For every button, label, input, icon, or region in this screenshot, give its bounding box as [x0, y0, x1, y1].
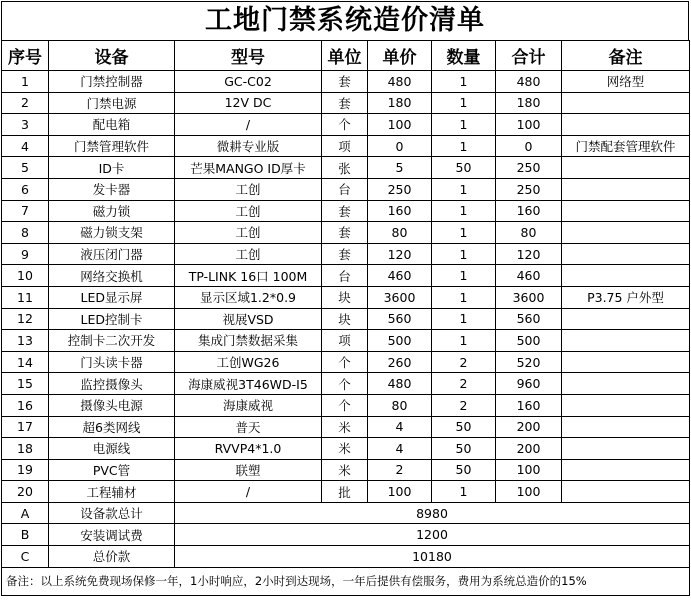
cell-qty: 50 — [432, 459, 496, 481]
cell-qty: 50 — [432, 416, 496, 438]
summary-row — [2, 524, 690, 546]
footer-note: 备注：以上系统免费现场保修一年，1小时响应，2小时到达现场，一年后提供有偿服务，费用为系统总造价的15% — [2, 567, 690, 595]
cell-total: 100 — [496, 114, 562, 136]
cell-no: 10 — [2, 265, 49, 287]
cell-total: 200 — [496, 438, 562, 460]
summary-label: 安装调试费 — [49, 524, 175, 546]
cell-unit: 项 — [322, 135, 368, 157]
cell-model: 工创 — [175, 222, 322, 244]
table-row — [2, 243, 690, 265]
header-qty: 数量 — [432, 41, 496, 71]
table-body — [2, 71, 690, 503]
table-row — [2, 92, 690, 114]
cell-unit: 个 — [322, 373, 368, 395]
cell-price: 80 — [368, 222, 432, 244]
cell-qty: 1 — [432, 330, 496, 352]
cell-price: 500 — [368, 330, 432, 352]
summary-row — [2, 546, 690, 568]
cell-qty: 1 — [432, 135, 496, 157]
cell-model: 工创 — [175, 243, 322, 265]
cell-model: 海康威视3T46WD-I5 — [175, 373, 322, 395]
cell-price: 560 — [368, 308, 432, 330]
cell-no: 6 — [2, 178, 49, 200]
table-row — [2, 394, 690, 416]
cell-model: 视展VSD — [175, 308, 322, 330]
cell-price: 160 — [368, 200, 432, 222]
cell-total: 80 — [496, 222, 562, 244]
summary-label: 设备款总计 — [49, 502, 175, 524]
cell-price: 4 — [368, 416, 432, 438]
header-no: 序号 — [2, 41, 49, 71]
cell-item: LED显示屏 — [49, 286, 175, 308]
cell-remark — [562, 416, 690, 438]
cell-model: RVVP4*1.0 — [175, 438, 322, 460]
cell-unit: 米 — [322, 438, 368, 460]
cell-item: 网络交换机 — [49, 265, 175, 287]
cell-remark: P3.75 户外型 — [562, 286, 690, 308]
cell-unit: 块 — [322, 308, 368, 330]
cell-no: 13 — [2, 330, 49, 352]
cell-qty: 1 — [432, 308, 496, 330]
cell-no: 7 — [2, 200, 49, 222]
cell-remark — [562, 265, 690, 287]
cell-no: 5 — [2, 157, 49, 179]
summary-label: 总价款 — [49, 546, 175, 568]
cell-total: 0 — [496, 135, 562, 157]
cell-unit: 套 — [322, 243, 368, 265]
cell-total: 960 — [496, 373, 562, 395]
summary-no: B — [2, 524, 49, 546]
header-model: 型号 — [175, 41, 322, 71]
cell-no: 4 — [2, 135, 49, 157]
cell-price: 3600 — [368, 286, 432, 308]
cell-price: 260 — [368, 351, 432, 373]
cell-total: 250 — [496, 178, 562, 200]
summary-row — [2, 502, 690, 524]
cell-model: 联塑 — [175, 459, 322, 481]
cell-qty: 1 — [432, 243, 496, 265]
cell-qty: 2 — [432, 373, 496, 395]
quote-table — [1, 40, 690, 596]
summary-value: 1200 — [175, 524, 690, 546]
header-row — [2, 41, 690, 71]
table-row — [2, 71, 690, 93]
cell-model: 普天 — [175, 416, 322, 438]
cell-model: / — [175, 114, 322, 136]
cell-price: 80 — [368, 394, 432, 416]
header-total: 合计 — [496, 41, 562, 71]
cell-price: 460 — [368, 265, 432, 287]
cell-price: 5 — [368, 157, 432, 179]
cell-unit: 套 — [322, 92, 368, 114]
cell-item: LED控制卡 — [49, 308, 175, 330]
table-row — [2, 438, 690, 460]
cell-no: 2 — [2, 92, 49, 114]
cell-item: ID卡 — [49, 157, 175, 179]
cell-no: 9 — [2, 243, 49, 265]
cell-price: 120 — [368, 243, 432, 265]
cell-remark — [562, 157, 690, 179]
cell-item: 门头读卡器 — [49, 351, 175, 373]
header-unit: 单位 — [322, 41, 368, 71]
cell-remark — [562, 481, 690, 503]
cell-model: 海康威视 — [175, 394, 322, 416]
cell-price: 180 — [368, 92, 432, 114]
cell-unit: 台 — [322, 178, 368, 200]
cell-no: 18 — [2, 438, 49, 460]
cell-model: 芒果MANGO ID厚卡 — [175, 157, 322, 179]
cell-model: TP-LINK 16口 100M — [175, 265, 322, 287]
cell-item: 超6类网线 — [49, 416, 175, 438]
cell-model: 微耕专业版 — [175, 135, 322, 157]
cell-no: 17 — [2, 416, 49, 438]
cell-unit: 套 — [322, 222, 368, 244]
cell-price: 4 — [368, 438, 432, 460]
cell-model: 12V DC — [175, 92, 322, 114]
cell-price: 250 — [368, 178, 432, 200]
cell-item: 监控摄像头 — [49, 373, 175, 395]
header-price: 单价 — [368, 41, 432, 71]
cell-qty: 1 — [432, 265, 496, 287]
cell-total: 520 — [496, 351, 562, 373]
cell-no: 3 — [2, 114, 49, 136]
table-row — [2, 330, 690, 352]
table-row — [2, 286, 690, 308]
cell-unit: 套 — [322, 71, 368, 93]
cell-unit: 个 — [322, 114, 368, 136]
cell-item: 摄像头电源 — [49, 394, 175, 416]
cell-item: 发卡器 — [49, 178, 175, 200]
cell-model: / — [175, 481, 322, 503]
summary-no: A — [2, 502, 49, 524]
cell-remark — [562, 222, 690, 244]
cell-remark: 网络型 — [562, 71, 690, 93]
cell-price: 100 — [368, 481, 432, 503]
cell-total: 560 — [496, 308, 562, 330]
cell-remark — [562, 394, 690, 416]
cell-item: 控制卡二次开发 — [49, 330, 175, 352]
cell-total: 100 — [496, 481, 562, 503]
cell-no: 20 — [2, 481, 49, 503]
cell-price: 2 — [368, 459, 432, 481]
cell-qty: 1 — [432, 286, 496, 308]
cell-item: 配电箱 — [49, 114, 175, 136]
cell-no: 1 — [2, 71, 49, 93]
cell-unit: 米 — [322, 459, 368, 481]
cell-qty: 2 — [432, 394, 496, 416]
cell-price: 480 — [368, 373, 432, 395]
summary-value: 8980 — [175, 502, 690, 524]
summary-body — [2, 502, 690, 567]
cell-unit: 个 — [322, 351, 368, 373]
summary-no: C — [2, 546, 49, 568]
cell-remark — [562, 200, 690, 222]
cell-total: 250 — [496, 157, 562, 179]
cell-total: 500 — [496, 330, 562, 352]
cell-price: 100 — [368, 114, 432, 136]
cell-qty: 50 — [432, 157, 496, 179]
cell-qty: 1 — [432, 92, 496, 114]
cell-remark — [562, 438, 690, 460]
table-row — [2, 308, 690, 330]
cell-total: 160 — [496, 200, 562, 222]
header-remark: 备注 — [562, 41, 690, 71]
cell-no: 8 — [2, 222, 49, 244]
cell-total: 3600 — [496, 286, 562, 308]
cell-no: 12 — [2, 308, 49, 330]
note-row — [2, 567, 690, 595]
cell-qty: 1 — [432, 200, 496, 222]
cell-remark — [562, 92, 690, 114]
cell-item: 液压闭门器 — [49, 243, 175, 265]
cell-remark — [562, 178, 690, 200]
cell-unit: 台 — [322, 265, 368, 287]
cell-model: 集成门禁数据采集 — [175, 330, 322, 352]
cell-no: 15 — [2, 373, 49, 395]
cell-item: 磁力锁 — [49, 200, 175, 222]
cell-price: 480 — [368, 71, 432, 93]
cell-remark — [562, 351, 690, 373]
cell-qty: 1 — [432, 178, 496, 200]
cell-unit: 张 — [322, 157, 368, 179]
table-row — [2, 459, 690, 481]
cell-price: 0 — [368, 135, 432, 157]
cell-remark — [562, 330, 690, 352]
header-item: 设备 — [49, 41, 175, 71]
cell-total: 120 — [496, 243, 562, 265]
cell-qty: 1 — [432, 71, 496, 93]
cell-total: 160 — [496, 394, 562, 416]
table-row — [2, 200, 690, 222]
sheet-title: 工地门禁系统造价清单 — [1, 1, 689, 40]
cell-item: 门禁管理软件 — [49, 135, 175, 157]
cell-unit: 套 — [322, 200, 368, 222]
cell-remark — [562, 308, 690, 330]
cell-model: 工创 — [175, 178, 322, 200]
cell-qty: 1 — [432, 481, 496, 503]
table-row — [2, 135, 690, 157]
cell-unit: 个 — [322, 394, 368, 416]
cell-item: 门禁电源 — [49, 92, 175, 114]
cell-qty: 2 — [432, 351, 496, 373]
table-row — [2, 265, 690, 287]
cell-remark: 门禁配套管理软件 — [562, 135, 690, 157]
cell-total: 460 — [496, 265, 562, 287]
cell-unit: 批 — [322, 481, 368, 503]
cell-remark — [562, 373, 690, 395]
cell-qty: 1 — [432, 222, 496, 244]
cell-model: 工创 — [175, 200, 322, 222]
cell-item: 电源线 — [49, 438, 175, 460]
quote-sheet — [1, 1, 689, 596]
table-row — [2, 373, 690, 395]
table-row — [2, 114, 690, 136]
table-row — [2, 178, 690, 200]
cell-total: 180 — [496, 92, 562, 114]
cell-qty: 50 — [432, 438, 496, 460]
table-row — [2, 157, 690, 179]
cell-item: 磁力锁支架 — [49, 222, 175, 244]
table-row — [2, 481, 690, 503]
cell-unit: 块 — [322, 286, 368, 308]
cell-total: 480 — [496, 71, 562, 93]
cell-no: 16 — [2, 394, 49, 416]
cell-item: 工程辅材 — [49, 481, 175, 503]
table-row — [2, 416, 690, 438]
cell-no: 11 — [2, 286, 49, 308]
cell-no: 19 — [2, 459, 49, 481]
cell-total: 100 — [496, 459, 562, 481]
table-row — [2, 351, 690, 373]
cell-qty: 1 — [432, 114, 496, 136]
cell-remark — [562, 243, 690, 265]
cell-remark — [562, 114, 690, 136]
cell-no: 14 — [2, 351, 49, 373]
table-row — [2, 222, 690, 244]
cell-model: GC-C02 — [175, 71, 322, 93]
cell-total: 200 — [496, 416, 562, 438]
cell-item: PVC管 — [49, 459, 175, 481]
cell-unit: 项 — [322, 330, 368, 352]
summary-value: 10180 — [175, 546, 690, 568]
cell-model: 显示区域1.2*0.9 — [175, 286, 322, 308]
cell-model: 工创WG26 — [175, 351, 322, 373]
cell-item: 门禁控制器 — [49, 71, 175, 93]
cell-unit: 米 — [322, 416, 368, 438]
cell-remark — [562, 459, 690, 481]
